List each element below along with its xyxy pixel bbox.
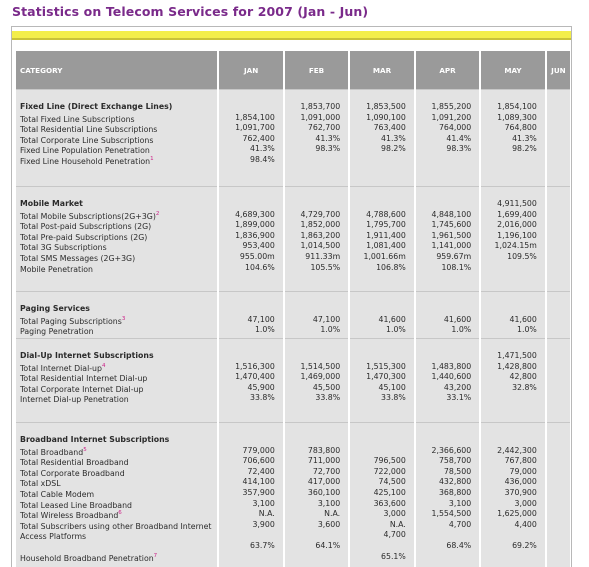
metric-label: Total Mobile $Subscriptions(2G+3G)^2$ — [20, 210, 160, 221]
metric-value: 1,471,500 — [497, 351, 537, 360]
value-cell — [285, 89, 348, 186]
metric-value: 1,470,400 — [235, 372, 275, 382]
value-cell — [285, 186, 348, 291]
metric-value — [350, 541, 406, 552]
metric-value: 1,091,200 — [431, 112, 472, 122]
metric-value: 3,100 — [448, 498, 472, 508]
metric-value — [219, 199, 274, 210]
footnote-marker: 2 — [155, 210, 160, 217]
metric-value — [350, 446, 406, 457]
column-header-apr: APR — [416, 51, 479, 89]
value-cell — [547, 89, 570, 186]
section-heading: Mobile Market — [20, 199, 83, 208]
value-cell — [350, 291, 414, 338]
metric-label: Total Fixed Line Subscriptions — [20, 114, 135, 124]
value-cell — [416, 338, 479, 422]
metric-label: Total Post-paid Subscriptions (2G) — [20, 222, 152, 232]
metric-value — [219, 304, 274, 315]
metric-value: 706,600 — [242, 456, 275, 466]
metric-value: 45,100 — [378, 382, 406, 392]
metric-value: 1,514,500 — [300, 361, 341, 371]
metric-value: 3,000 — [514, 498, 537, 508]
metric-label: Fixed Line Population Penetration — [20, 146, 150, 156]
value-cell — [350, 422, 414, 567]
metric-value: 104.6% — [245, 262, 275, 272]
metric-value: 417,000 — [307, 477, 341, 487]
value-cell — [350, 186, 414, 291]
metric-value: 3,600 — [317, 519, 341, 529]
metric-value — [481, 304, 537, 315]
metric-value: 711,000 — [307, 456, 341, 466]
metric-label: Total Residential Internet Dial-up — [20, 374, 148, 384]
category-cell — [16, 422, 217, 567]
metric-label: Total 3G Subscriptions — [20, 243, 107, 253]
metric-value: 1,470,300 — [366, 372, 406, 382]
metric-value: 106.8% — [376, 262, 406, 272]
header-accent-shadow — [12, 38, 571, 40]
metric-value — [219, 435, 274, 446]
metric-value: 1.0% — [451, 325, 472, 335]
metric-value: 1,554,500 — [431, 509, 472, 519]
value-cell — [481, 291, 545, 338]
metric-value: 3,100 — [317, 498, 341, 508]
metric-value: 1.0% — [517, 325, 537, 335]
metric-value: 3,100 — [252, 498, 275, 508]
metric-value: 4,400 — [514, 519, 537, 529]
metric-value: 33.8% — [381, 393, 406, 403]
metric-value — [350, 199, 406, 210]
metric-value: 33.8% — [315, 393, 341, 403]
value-cell — [416, 89, 479, 186]
value-cell — [547, 422, 570, 567]
metric-value: 63.7% — [250, 540, 275, 550]
metric-label: Fixed Line Household Penetration$^1$ — [20, 155, 154, 166]
metric-value: 1,196,100 — [497, 230, 537, 240]
metric-value — [481, 435, 537, 446]
metric-value: 2,016,000 — [497, 220, 537, 230]
metric-value: 1,001.66m — [363, 251, 406, 261]
metric-value: 1,745,600 — [431, 220, 472, 230]
header-accent-bar — [12, 31, 571, 38]
metric-value: 1,515,300 — [366, 361, 406, 371]
metric-value: 41.3% — [512, 133, 537, 143]
metric-value: 368,800 — [438, 487, 472, 497]
footnote-marker: 4 — [101, 362, 106, 369]
category-cell — [16, 291, 217, 338]
value-cell — [219, 338, 282, 422]
metric-value: 3,000 — [383, 509, 406, 519]
metric-value: 363,600 — [373, 498, 406, 508]
metric-value: N.A. — [258, 509, 275, 519]
value-cell — [416, 422, 479, 567]
metric-value: 959.67m — [436, 251, 472, 261]
metric-value: 1.0% — [386, 325, 406, 335]
metric-value: 414,100 — [242, 477, 275, 487]
value-cell — [481, 338, 545, 422]
metric-value: 1,855,200 — [431, 102, 472, 111]
metric-label: Total Internet Dial-$up^4$ — [20, 362, 106, 373]
value-cell — [285, 338, 348, 422]
metric-value — [481, 530, 537, 541]
metric-value: 98.2% — [381, 144, 406, 154]
metric-value: 432,800 — [438, 477, 472, 487]
value-cell — [481, 422, 545, 567]
value-cell — [481, 186, 545, 291]
metric-value — [285, 351, 340, 362]
metric-value: 955.00m — [239, 251, 275, 261]
metric-value: 33.1% — [446, 393, 472, 403]
metric-value: 41.3% — [250, 144, 275, 154]
section-heading: Fixed Line (Direct Exchange Lines) — [20, 102, 173, 111]
table-section-row — [16, 291, 570, 338]
value-cell — [219, 89, 282, 186]
metric-value: 41.3% — [381, 133, 406, 143]
table-section-row — [16, 338, 570, 422]
metric-value — [285, 304, 340, 315]
value-cell — [547, 338, 570, 422]
category-cell — [16, 89, 217, 186]
value-cell — [416, 186, 479, 291]
table-section-row — [16, 422, 570, 567]
metric-value: 1.0% — [254, 325, 275, 335]
metric-value: 64.1% — [315, 540, 341, 550]
metric-value: 41.3% — [315, 133, 341, 143]
metric-value: 98.4% — [250, 154, 275, 164]
metric-label: Paging Penetration — [20, 327, 94, 337]
metric-value: 4,689,300 — [235, 209, 275, 219]
metric-value: 41,600 — [443, 314, 472, 324]
metric-value: 1,014,500 — [300, 241, 341, 251]
metric-value — [416, 199, 471, 210]
metric-value: 69.2% — [512, 540, 537, 550]
metric-value: 763,400 — [373, 123, 406, 133]
metric-value: 72,400 — [247, 466, 275, 476]
metric-value: 47,100 — [312, 314, 341, 324]
metric-value — [416, 351, 471, 362]
category-cell — [16, 186, 217, 291]
metric-value: 79,000 — [509, 466, 537, 476]
metric-label: Total Broadband$^5$ — [20, 446, 87, 457]
metric-label: Total Cable Modem — [20, 489, 95, 499]
metric-value: 42,800 — [509, 372, 537, 382]
metric-value: 796,500 — [373, 456, 406, 466]
metric-value: 1,024.15m — [494, 241, 537, 251]
metric-value: 1,625,000 — [497, 509, 537, 519]
metric-value — [350, 351, 406, 362]
value-cell — [219, 291, 282, 338]
footnote-marker: 7 — [153, 552, 158, 559]
section-heading: Broadband Internet Subscriptions — [20, 435, 170, 444]
metric-value: 1,091,000 — [300, 112, 341, 122]
value-cell — [285, 422, 348, 567]
value-cell — [547, 291, 570, 338]
metric-value — [416, 530, 471, 541]
metric-label: Total Leased Line Broadband — [20, 500, 132, 510]
metric-value: 98.2% — [512, 144, 537, 154]
column-header-jun: JUN — [547, 51, 570, 89]
metric-label: Total Residential Broadband — [20, 458, 129, 468]
column-header-category: CATEGORY — [16, 51, 217, 89]
metric-label: Total Residential Line Subscriptions — [20, 125, 158, 135]
metric-value: 41,600 — [509, 314, 537, 324]
metric-value: 767,800 — [504, 456, 537, 466]
metric-value: 1,911,400 — [366, 230, 406, 240]
metric-value — [219, 351, 274, 362]
metric-value: 1,852,000 — [300, 220, 341, 230]
metric-value: 911.33m — [305, 251, 341, 261]
metric-value: 1,483,800 — [431, 361, 472, 371]
column-header-mar: MAR — [350, 51, 414, 89]
metric-value — [219, 102, 274, 113]
value-cell — [219, 186, 282, 291]
table-header-row — [16, 51, 570, 89]
column-header-feb: FEB — [285, 51, 348, 89]
metric-value: 722,000 — [373, 466, 406, 476]
metric-value: 1,440,600 — [431, 372, 472, 382]
metric-value: 43,200 — [443, 382, 472, 392]
metric-value: 1.0% — [320, 325, 341, 335]
metric-label: Total Corporate Broadband — [20, 468, 125, 478]
metric-value: 1,699,400 — [497, 209, 537, 219]
metric-value — [285, 199, 340, 210]
metric-value: 47,100 — [247, 314, 275, 324]
metric-value: 1,836,900 — [235, 230, 275, 240]
metric-label: Access Platforms — [20, 532, 87, 542]
metric-value: 105.5% — [310, 262, 341, 272]
metric-value: 4,911,500 — [497, 199, 537, 208]
metric-value: 1,516,300 — [235, 361, 275, 371]
section-heading: Dial-Up Internet Subscriptions — [20, 351, 154, 360]
footnote-marker: 5 — [83, 446, 87, 453]
metric-value: 4,729,700 — [300, 209, 341, 219]
metric-value: 68.4% — [446, 540, 472, 550]
footnote-marker: 1 — [150, 155, 154, 162]
metric-value: 436,000 — [504, 477, 537, 487]
value-cell — [547, 186, 570, 291]
metric-value: 98.3% — [446, 144, 472, 154]
category-cell — [16, 338, 217, 422]
metric-value: 1,469,000 — [300, 372, 341, 382]
metric-value: 1,899,000 — [235, 220, 275, 230]
metric-label: Total xDSL — [20, 479, 61, 489]
metric-value: 357,900 — [242, 487, 275, 497]
table-section-row — [16, 186, 570, 291]
statistics-panel — [11, 26, 572, 567]
metric-value: 32.8% — [512, 382, 537, 392]
footnote-marker: 6 — [118, 510, 122, 517]
metric-value: 758,700 — [438, 456, 472, 466]
metric-label: Mobile Penetration — [20, 264, 93, 274]
metric-value: 1,854,100 — [235, 112, 275, 122]
metric-value: 1,089,300 — [497, 112, 537, 122]
metric-label: Total Corporate Line Subscriptions — [20, 135, 154, 145]
metric-value: 1,081,400 — [366, 241, 406, 251]
column-header-jan: JAN — [219, 51, 282, 89]
metric-label: Internet Dial-up Penetration — [20, 395, 129, 405]
metric-label: Total Corporate Internet Dial-up — [20, 384, 144, 394]
metric-value: 108.1% — [441, 262, 472, 272]
metric-value — [416, 435, 471, 446]
metric-value: 1,141,000 — [431, 241, 472, 251]
metric-label: Total Pre-paid Subscriptions (2G) — [20, 232, 148, 242]
page-title: Statistics on Telecom Services for 2007 (Jan - Jun) — [12, 4, 369, 19]
metric-value: 1,091,700 — [235, 123, 275, 133]
metric-value — [285, 530, 340, 541]
metric-value: 1,863,200 — [300, 230, 341, 240]
column-header-may: MAY — [481, 51, 545, 89]
metric-value — [285, 435, 340, 446]
metric-value: 783,800 — [307, 445, 341, 455]
metric-value: N.A. — [324, 509, 341, 519]
metric-value: 1,795,700 — [366, 220, 406, 230]
value-cell — [219, 422, 282, 567]
metric-label: Total Subscribers using other Broadband Internet — [20, 521, 212, 531]
value-cell — [416, 291, 479, 338]
metric-value: 45,500 — [312, 382, 341, 392]
metric-label — [20, 543, 217, 554]
metric-value: 98.3% — [315, 144, 341, 154]
metric-value: 4,700 — [448, 519, 472, 529]
metric-value — [219, 530, 274, 541]
metric-value: N.A. — [389, 519, 406, 529]
metric-label: Total Wireless Broadband$^6$ — [20, 510, 122, 521]
metric-value — [416, 304, 471, 315]
value-cell — [481, 89, 545, 186]
metric-value: 4,788,600 — [366, 209, 406, 219]
metric-value: 1,853,500 — [366, 102, 406, 111]
section-heading: Paging Services — [20, 304, 90, 313]
metric-label: Household Broadband Penetration$^7$ — [20, 552, 158, 563]
metric-value: 764,000 — [438, 123, 472, 133]
metric-value: 45,900 — [247, 382, 275, 392]
metric-value: 762,700 — [307, 123, 341, 133]
metric-value: 74,500 — [378, 477, 406, 487]
value-cell — [350, 338, 414, 422]
metric-value: 370,900 — [504, 487, 537, 497]
metric-value: 425,100 — [373, 487, 406, 497]
metric-value — [350, 435, 406, 446]
footnote-marker: 3 — [121, 315, 126, 322]
metric-value: 41.4% — [446, 133, 472, 143]
metric-value: 4,848,100 — [431, 209, 472, 219]
metric-value: 779,000 — [242, 445, 275, 455]
metric-value: 953,400 — [242, 241, 275, 251]
metric-value: 109.5% — [507, 251, 537, 261]
metric-value: 78,500 — [443, 466, 472, 476]
metric-value: 41,600 — [378, 314, 406, 324]
metric-value: 4,700 — [383, 530, 406, 540]
metric-value: 762,400 — [242, 133, 275, 143]
metric-value: 72,700 — [312, 466, 341, 476]
value-cell — [285, 291, 348, 338]
metric-value: 1,853,700 — [300, 102, 341, 111]
metric-value: 1,428,800 — [497, 361, 537, 371]
statistics-table — [14, 51, 572, 567]
metric-value: 1,854,100 — [497, 102, 537, 111]
metric-value: 65.1% — [381, 551, 406, 561]
metric-value: 764,800 — [504, 123, 537, 133]
metric-value: 1,090,100 — [366, 112, 406, 122]
value-cell — [350, 89, 414, 186]
metric-label: Total Paging Subscriptions$^3$ — [20, 315, 126, 326]
table-section-row — [16, 89, 570, 186]
metric-value: 33.8% — [250, 393, 275, 403]
metric-value: 3,900 — [252, 519, 275, 529]
metric-value: 2,442,300 — [497, 445, 537, 455]
metric-label: Total SMS Messages (2G+3G) — [20, 253, 136, 263]
metric-value: 2,366,600 — [431, 445, 472, 455]
metric-value: 1,961,500 — [431, 230, 472, 240]
metric-value: 360,100 — [307, 487, 341, 497]
metric-value — [350, 304, 406, 315]
